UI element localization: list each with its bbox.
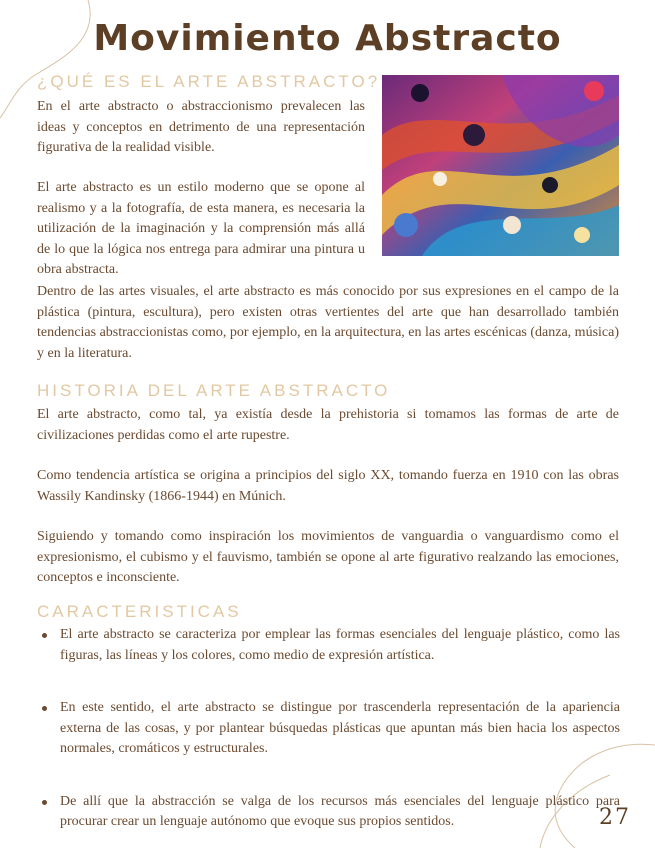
bullet-icon <box>42 706 47 711</box>
abstract-painting-image <box>382 75 619 256</box>
paragraph: Siguiendo y tomando como inspiración los movimientos de vanguardia o vanguardismo como el expresionismo, el cubismo y el fauvismo, también se opone al arte figurativo realzando las emociones, conceptos e inconsciente. <box>37 529 619 585</box>
section-heading-historia: HISTORIA DEL ARTE ABSTRACTO <box>37 381 391 400</box>
section-heading-que-es: ¿QUÉ ES EL ARTE ABSTRACTO? <box>37 72 381 91</box>
page-number: 27 <box>599 805 631 830</box>
list-item <box>38 698 620 760</box>
characteristics-list <box>38 625 620 865</box>
bullet-icon <box>42 633 47 638</box>
list-item-text: De allí que la abstracción se valga de los recursos más esenciales del lenguaje plástico para procurar crear un lenguaje autónomo que evoque sus propios sentidos. <box>60 793 620 829</box>
list-item-text: El arte abstracto se caracteriza por emplear las formas esenciales del lenguaje plástico, como las figuras, las líneas y los colores, como medio de expresión artística. <box>60 627 620 663</box>
bullet-icon <box>42 800 47 805</box>
section-heading-caracteristicas: CARACTERISTICAS <box>37 602 242 621</box>
paragraph: En el arte abstracto o abstraccionismo prevalecen las ideas y conceptos en detrimento de una representación figurativa de la realidad visible. <box>37 99 365 155</box>
paragraph: El arte abstracto, como tal, ya existía desde la prehistoria si tomamos las formas de arte de civilizaciones perdidas como el arte rupestre. <box>37 407 619 443</box>
list-item <box>38 625 620 666</box>
list-item-text: En este sentido, el arte abstracto se distingue por trascenderla representación de la apariencia externa de las cosas, y por plantear búsquedas plásticas que apuntan más bien hacia los aspectos normales, cromáticos y estructurales. <box>60 700 620 756</box>
page-title: Movimiento Abstracto <box>93 18 562 59</box>
list-item <box>38 792 620 833</box>
paragraph: Como tendencia artística se origina a principios del siglo XX, tomando fuerza en 1910 con las obras Wassily Kandinsky (1866-1944) en Múnich. <box>37 468 619 504</box>
paragraph: Dentro de las artes visuales, el arte abstracto es más conocido por sus expresiones en el campo de la plástica (pintura, escultura), pero existen otras vertientes del arte que han desarrollado también tendencias abstraccionistas como, por ejemplo, en la arquitectura, en las artes escénicas (danza, música) y en la literatura. <box>37 284 619 361</box>
paragraph: El arte abstracto es un estilo moderno que se opone al realismo y a la fotografía, de esta manera, es necesaria la utilización de la imaginación y la comprensión más allá de lo que la lógica nos entrega para admirar una pintura u obra abstracta. <box>37 180 365 277</box>
